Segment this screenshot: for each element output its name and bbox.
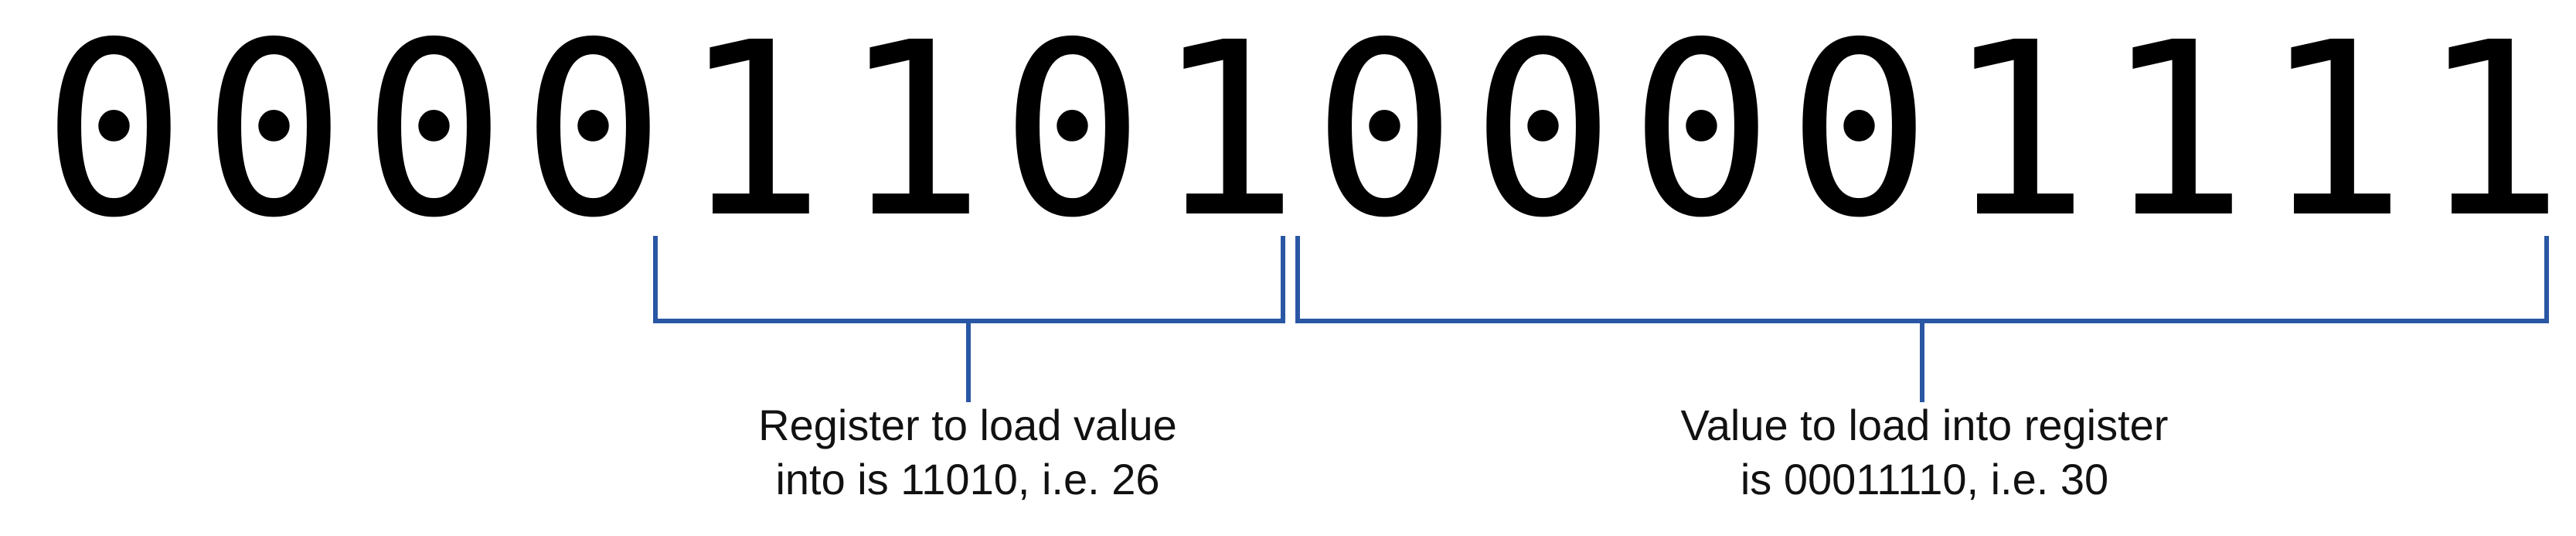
register-annotation-line-1: Register to load value — [758, 401, 1177, 449]
value-annotation-line-1: Value to load into register — [1680, 401, 2169, 449]
value-annotation — [1457, 398, 2392, 507]
bit-14: 1 — [2262, 0, 2407, 271]
bit-13: 1 — [2104, 0, 2248, 271]
bit-5: 1 — [841, 0, 985, 271]
bit-7: 1 — [1155, 0, 1299, 271]
bit-11: 0 — [1787, 0, 1931, 271]
bit-3: 0 — [521, 0, 665, 271]
register-bracket — [655, 236, 1283, 321]
bit-10: 0 — [1629, 0, 1774, 271]
value-bracket — [1298, 236, 2547, 321]
bit-2: 0 — [362, 0, 506, 271]
value-annotation-line-2: is 00011110, i.e. 30 — [1740, 455, 2109, 504]
bit-4: 1 — [681, 0, 825, 271]
bit-0: 0 — [42, 0, 186, 271]
bit-9: 0 — [1471, 0, 1615, 271]
bit-15: 1 — [2420, 0, 2564, 271]
register-annotation — [658, 398, 1277, 507]
bit-12: 1 — [1945, 0, 2090, 271]
bit-6: 0 — [1000, 0, 1145, 271]
bit-1: 0 — [202, 0, 346, 271]
bit-8: 0 — [1312, 0, 1457, 271]
register-annotation-line-2: into is 11010, i.e. 26 — [775, 455, 1160, 504]
